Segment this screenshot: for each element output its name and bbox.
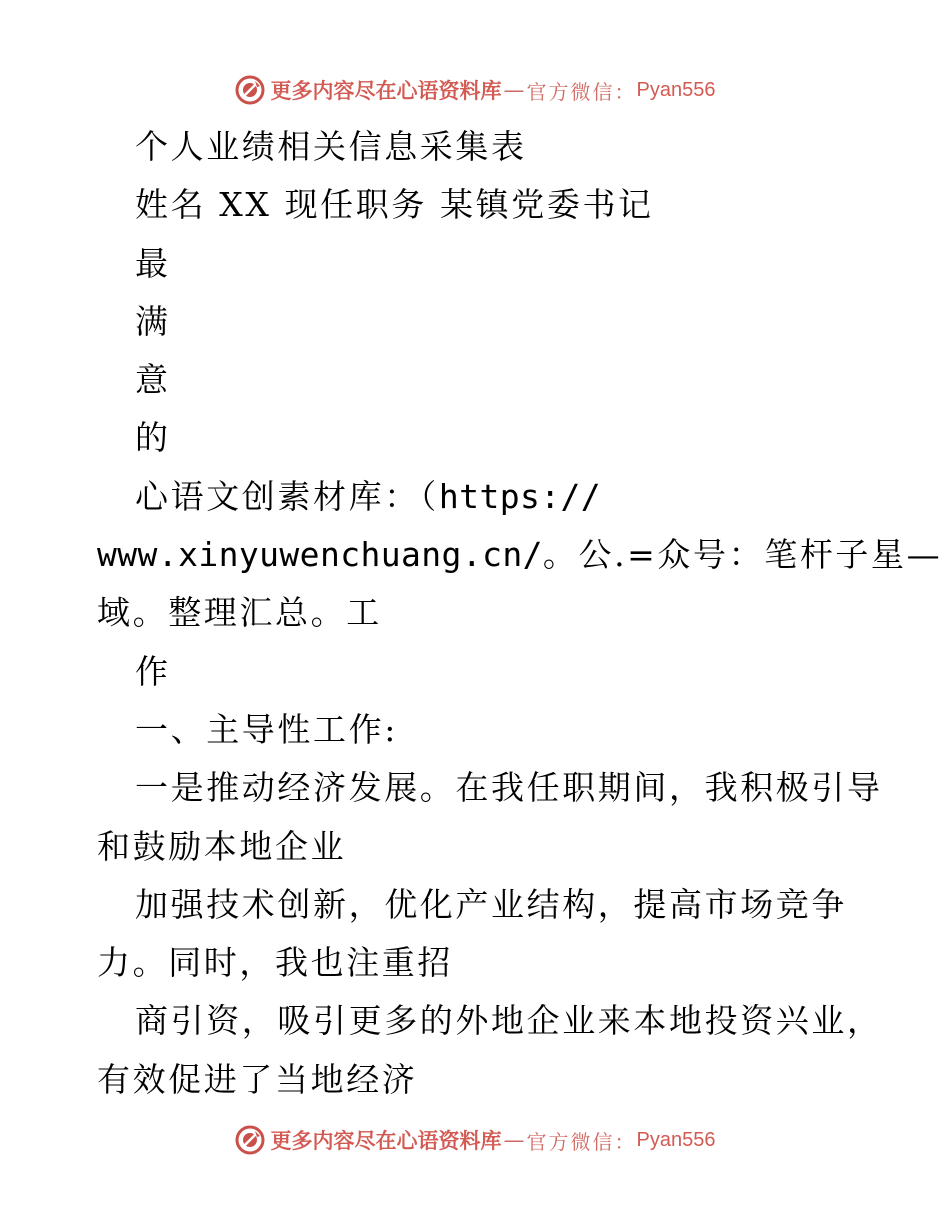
section-heading: 一、主导性工作: [135,709,398,749]
watermark-site-text: 更多内容尽在心语资料库 [270,79,502,103]
source-url-start: https:// [438,476,602,516]
paragraph-line: 商引资，吸引更多的外地企业来本地投资兴业， [135,1001,883,1041]
paragraph-line: 力。同时，我也注重招 [97,943,453,983]
watermark-site-text: 更多内容尽在心语资料库 [270,1129,502,1153]
source-url: www.xinyuwenchuang.cn/ [97,535,543,575]
watermark-wechat-id: Pyan556 [636,78,716,101]
source-line [97,526,943,584]
vertical-char: 意 [135,360,171,400]
source-line: 域。整理汇总。工 [97,593,382,633]
paragraph-line: 有效促进了当地经济 [97,1059,418,1099]
watermark-official-label: 官方微信： [526,79,637,104]
paragraph-line: 和鼓励本地企业 [97,826,347,866]
document-body [97,118,943,1109]
vertical-char: 最 [135,243,171,283]
vertical-char: 满 [135,301,171,341]
info-line: 姓名 XX 现任职务 某镇党委书记 [135,185,654,225]
watermark-banner-top [0,70,950,110]
watermark-separator: — [503,1128,525,1152]
source-account-text: 。公.=众号：笔杆子星— [542,535,943,575]
vertical-char: 作 [135,651,171,691]
brand-logo-icon [235,75,265,105]
watermark-separator: — [503,78,525,102]
vertical-char: 的 [135,418,171,458]
watermark-wechat-id: Pyan556 [636,1128,716,1151]
paragraph-line: 一是推动经济发展。在我任职期间，我积极引导 [135,768,883,808]
paragraph-line: 加强技术创新，优化产业结构，提高市场竞争 [135,884,847,924]
document-title: 个人业绩相关信息采集表 [135,127,527,166]
brand-logo-icon [235,1125,265,1155]
watermark-banner-bottom [0,1120,950,1160]
watermark-official-label: 官方微信： [526,1129,637,1154]
source-line [97,468,857,526]
source-label: 心语文创素材库：（ [135,476,439,516]
